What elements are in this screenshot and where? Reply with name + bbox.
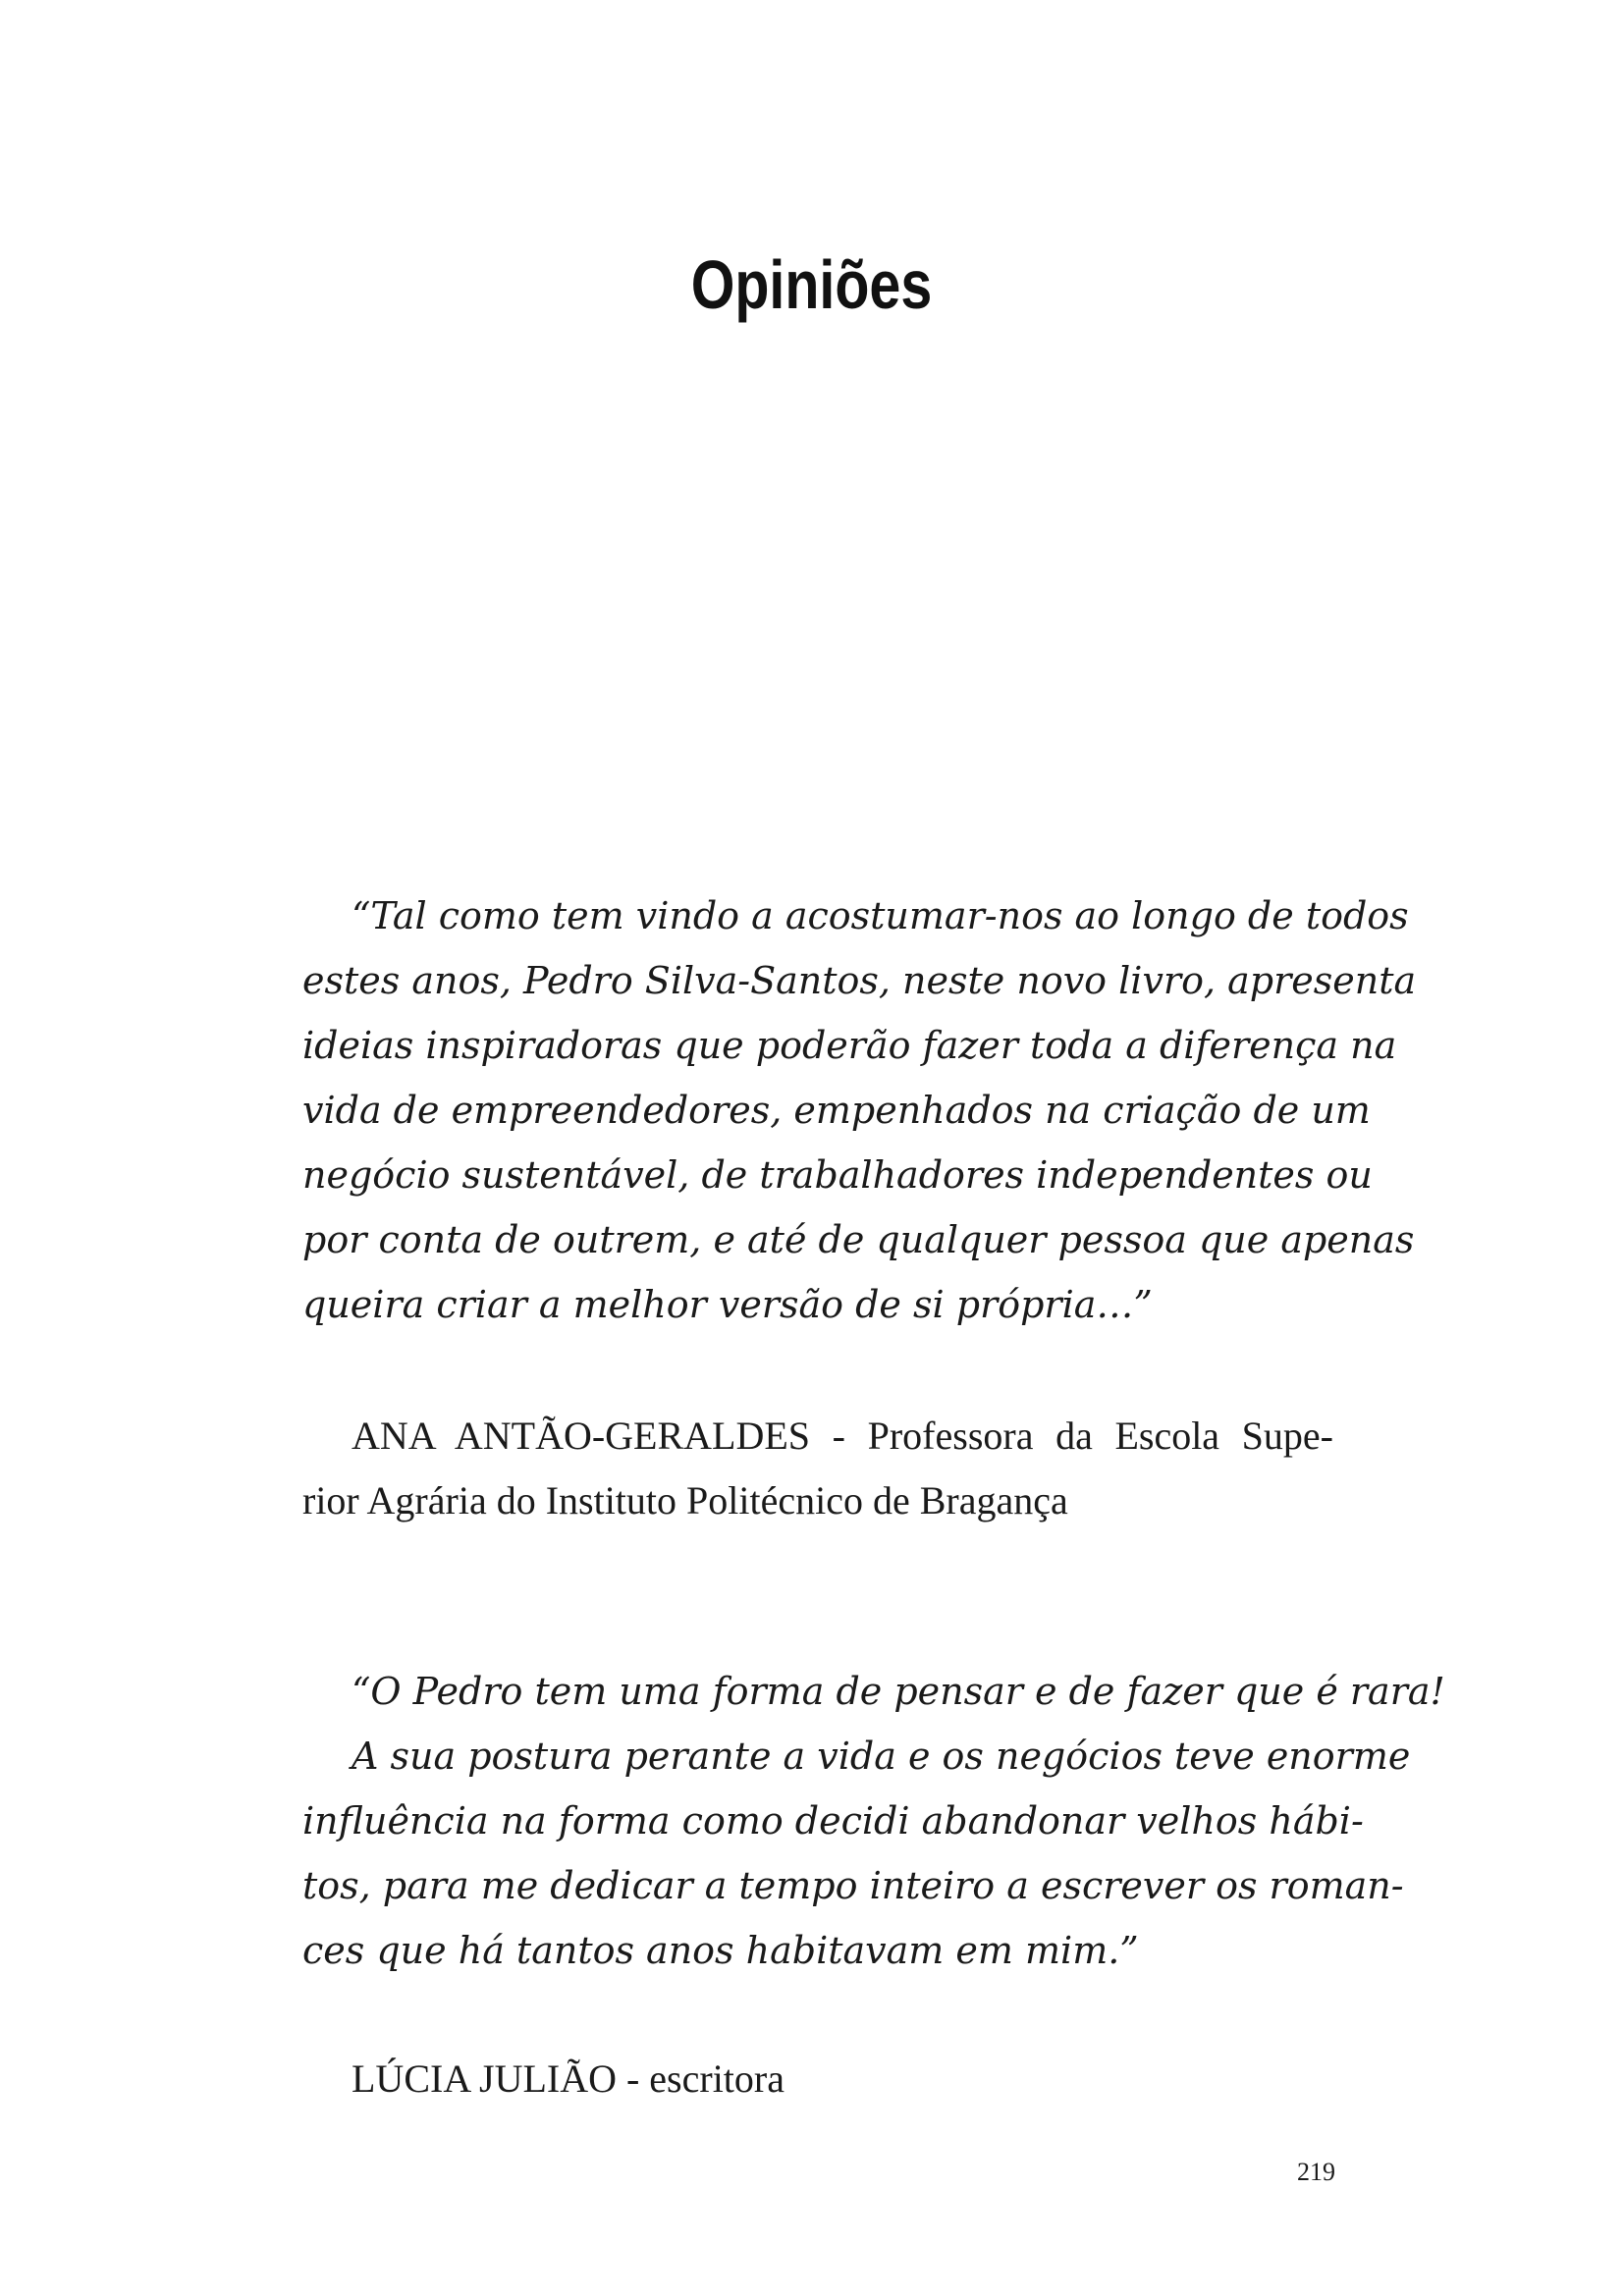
- quote-line: A sua postura perante a vida e os negócios teve enorme: [352, 1735, 1411, 1778]
- attribution-line: LÚCIA JULIÃO - escritora: [352, 2056, 784, 2101]
- quote-line: influência na forma como decidi abandonar velhos hábi-: [302, 1799, 1364, 1842]
- page-number: 219: [1297, 2158, 1335, 2186]
- quote-line: por conta de outrem, e até de qualquer pessoa que apenas: [302, 1218, 1415, 1261]
- attribution-line: rior Agrária do Instituto Politécnico de Bragança: [302, 1478, 1068, 1522]
- quote-line: “O Pedro tem uma forma de pensar e de fazer que é rara!: [352, 1670, 1445, 1713]
- quote-line: queira criar a melhor versão de si própria…”: [302, 1283, 1153, 1326]
- quote-line: ces que há tantos anos habitavam em mim.”: [302, 1929, 1139, 1972]
- quote-line: estes anos, Pedro Silva-Santos, neste novo livro, apresenta: [302, 959, 1417, 1002]
- quote-line: vida de empreendedores, empenhados na criação de um: [302, 1089, 1371, 1132]
- attribution-line: ANA ANTÃO-GERALDES - Professora da Escola Supe-: [352, 1414, 1333, 1458]
- quote-line: tos, para me dedicar a tempo inteiro a escrever os roman-: [302, 1864, 1404, 1907]
- opinion-attribution-1: [302, 1404, 1333, 1533]
- opinion-quote-1: [302, 883, 1417, 1337]
- quote-line: negócio sustentável, de trabalhadores independentes ou: [302, 1153, 1373, 1197]
- page-title: Opiniões: [690, 246, 933, 323]
- quote-line: ideias inspiradoras que poderão fazer toda a diferença na: [302, 1024, 1397, 1067]
- quote-line: “Tal como tem vindo a acostumar-nos ao longo de todos: [352, 894, 1409, 937]
- opinion-attribution-2: [302, 2047, 1333, 2111]
- opinion-quote-2: [302, 1659, 1445, 1983]
